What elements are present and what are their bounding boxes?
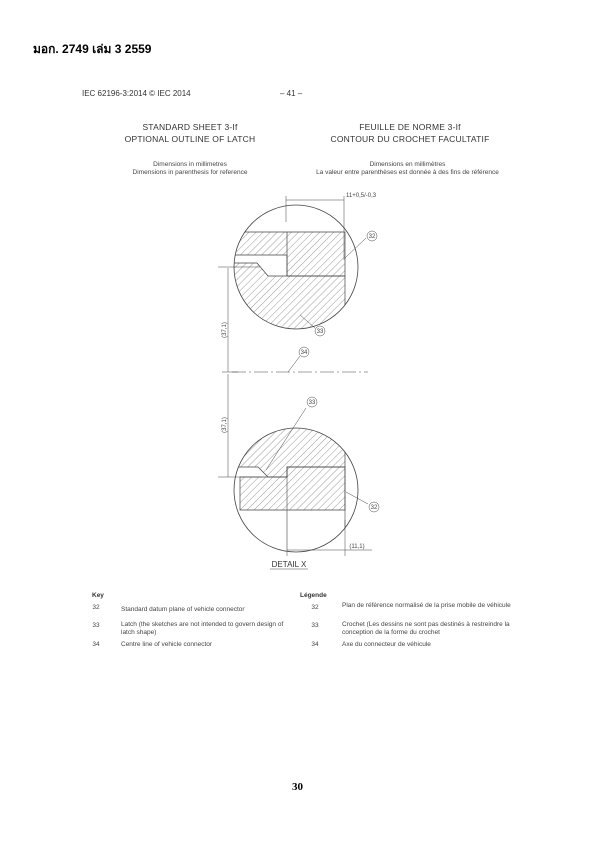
en-title-2: OPTIONAL OUTLINE OF LATCH <box>124 134 256 144</box>
dim-bottom-label: (11,1) <box>349 544 365 550</box>
fr-dim-note-2: La valeur entre parenthèses est donnée à des fins de référence <box>316 169 499 176</box>
fr-title-2: CONTOUR DU CROCHET FACULTATIF <box>330 134 490 144</box>
en-dim-note-2: Dimensions in parenthesis for reference <box>132 169 248 176</box>
callout-34: 34 <box>300 350 308 356</box>
callout-32-lower: 32 <box>370 505 378 511</box>
dim-upper-vertical: (37,1) <box>222 322 228 338</box>
callout-33-upper: 33 <box>316 329 324 335</box>
callout-33-lower: 33 <box>308 400 316 406</box>
standard-code: มอก. 2749 เล่ม 3 2559 <box>33 42 152 56</box>
callout-32-upper: 32 <box>368 234 376 240</box>
key-heading-en: Key <box>92 592 104 599</box>
en-title-1: STANDARD SHEET 3-If <box>142 122 238 132</box>
page-number: 30 <box>292 781 303 793</box>
fr-dim-note-1: Dimensions en millimètres <box>369 161 446 168</box>
dim-lower-vertical: (37,1) <box>222 417 228 433</box>
en-dim-note-1: Dimensions in millimetres <box>153 161 227 168</box>
lower-detail <box>218 428 358 552</box>
page-reference: – 41 – <box>280 89 303 98</box>
fr-title-1: FEUILLE DE NORME 3-If <box>359 122 461 132</box>
iec-reference: IEC 62196-3:2014 © IEC 2014 <box>82 89 191 98</box>
upper-detail <box>218 205 358 340</box>
detail-label: DETAIL X <box>271 560 307 569</box>
dim-top-label: 11+0,5/-0,3 <box>346 193 377 199</box>
key-heading-fr: Légende <box>300 592 327 599</box>
